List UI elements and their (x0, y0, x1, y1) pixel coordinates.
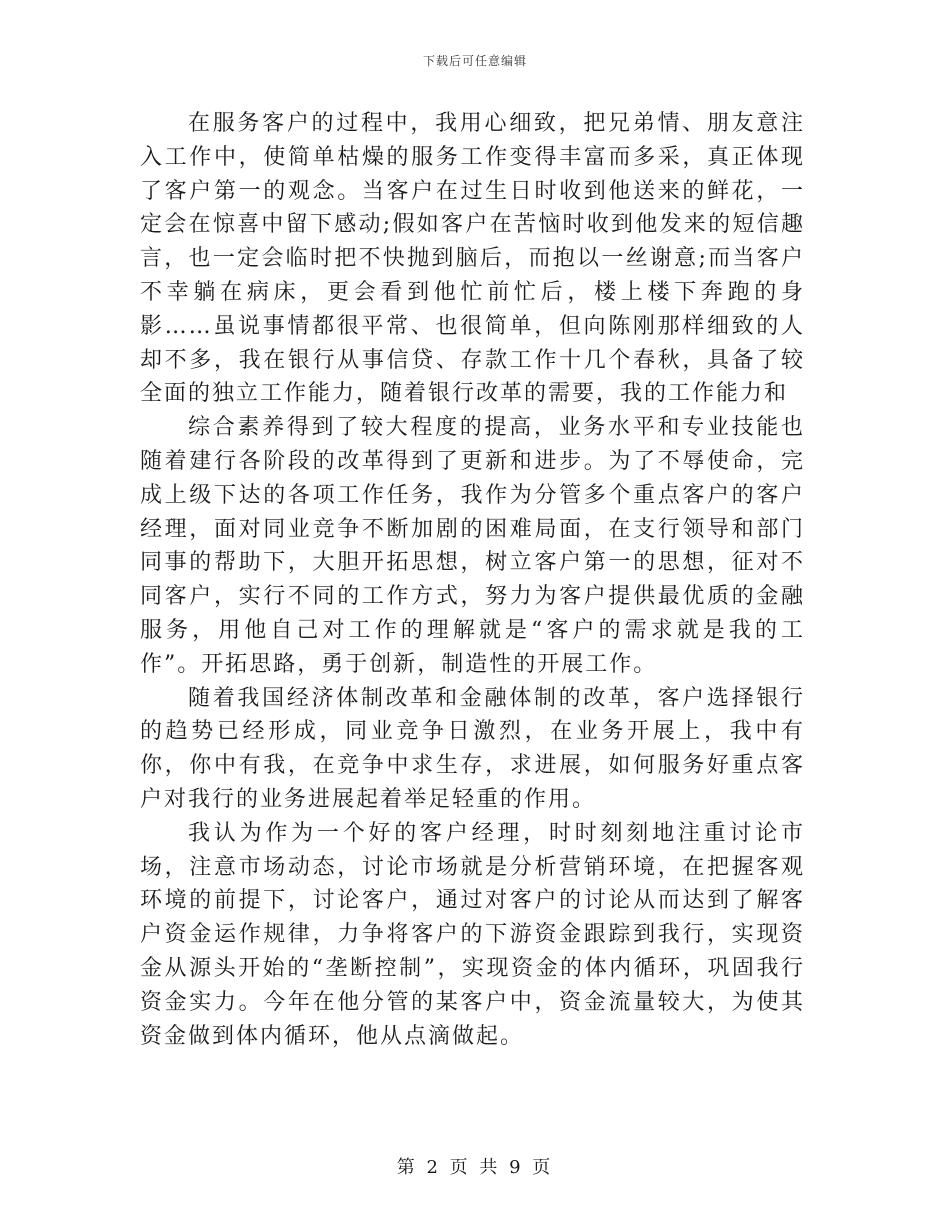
paragraph-1: 在服务客户的过程中，我用心细致，把兄弟情、朋友意注入工作中，使简单枯燥的服务工作变得丰富而多采，真正体现了客户第一的观念。当客户在过生日时收到他送来的鲜花，一定会在惊喜中留下感动;假如客户在苦恼时收到他发来的短信趣言，也一定会临时把不快抛到脑后，而抱以一丝谢意;而当客户不幸躺在病床，更会看到他忙前忙后，楼上楼下奔跑的身影……虽说事情都很平常、也很简单，但向陈刚那样细致的人却不多，我在银行从事信贷、存款工作十几个春秋，具备了较全面的独立工作能力，随着银行改革的需要，我的工作能力和 (140, 111, 805, 407)
paragraph-3: 随着我国经济体制改革和金融体制的改革，客户选择银行的趋势已经形成，同业竞争日激烈，在业务开展上，我中有你，你中有我，在竞争中求生存，求进展，如何服务好重点客户对我行的业务进展起着举足轻重的作用。 (140, 685, 805, 812)
page-footer (0, 1153, 950, 1179)
footer-prefix: 第 (396, 1157, 418, 1178)
document-body (140, 107, 805, 1053)
footer-current-page: 2 (426, 1157, 441, 1178)
page-header-note: 下载后可任意编辑 (422, 54, 527, 68)
paragraph-2: 综合素养得到了较大程度的提高，业务水平和专业技能也随着建行各阶段的改革得到了更新和进步。为了不辱使命，完成上级下达的各项工作任务，我作为分管多个重点客户的客户经理，面对同业竞争不断加剧的困难局面，在支行领导和部门同事的帮助下，大胆开拓思想，树立客户第一的思想，征对不同客户，实行不同的工作方式，努力为客户提供最优质的金融服务，用他自己对工作的理解就是“客户的需求就是我的工作”。开拓思路，勇于创新，制造性的开展工作。 (140, 415, 805, 677)
footer-suffix: 页 (532, 1157, 554, 1178)
footer-total-pages: 9 (509, 1157, 524, 1178)
paragraph-4: 我认为作为一个好的客户经理，时时刻刻地注重讨论市场，注意市场动态，讨论市场就是分析营销环境，在把握客观环境的前提下，讨论客户，通过对客户的讨论从而达到了解客户资金运作规律，力争将客户的下游资金跟踪到我行，实现资金从源头开始的“垄断控制”，实现资金的体内循环，巩固我行资金实力。今年在他分管的某客户中，资金流量较大，为使其资金做到体内循环，他从点滴做起。 (140, 820, 805, 1049)
footer-mid: 页 共 (449, 1157, 501, 1178)
